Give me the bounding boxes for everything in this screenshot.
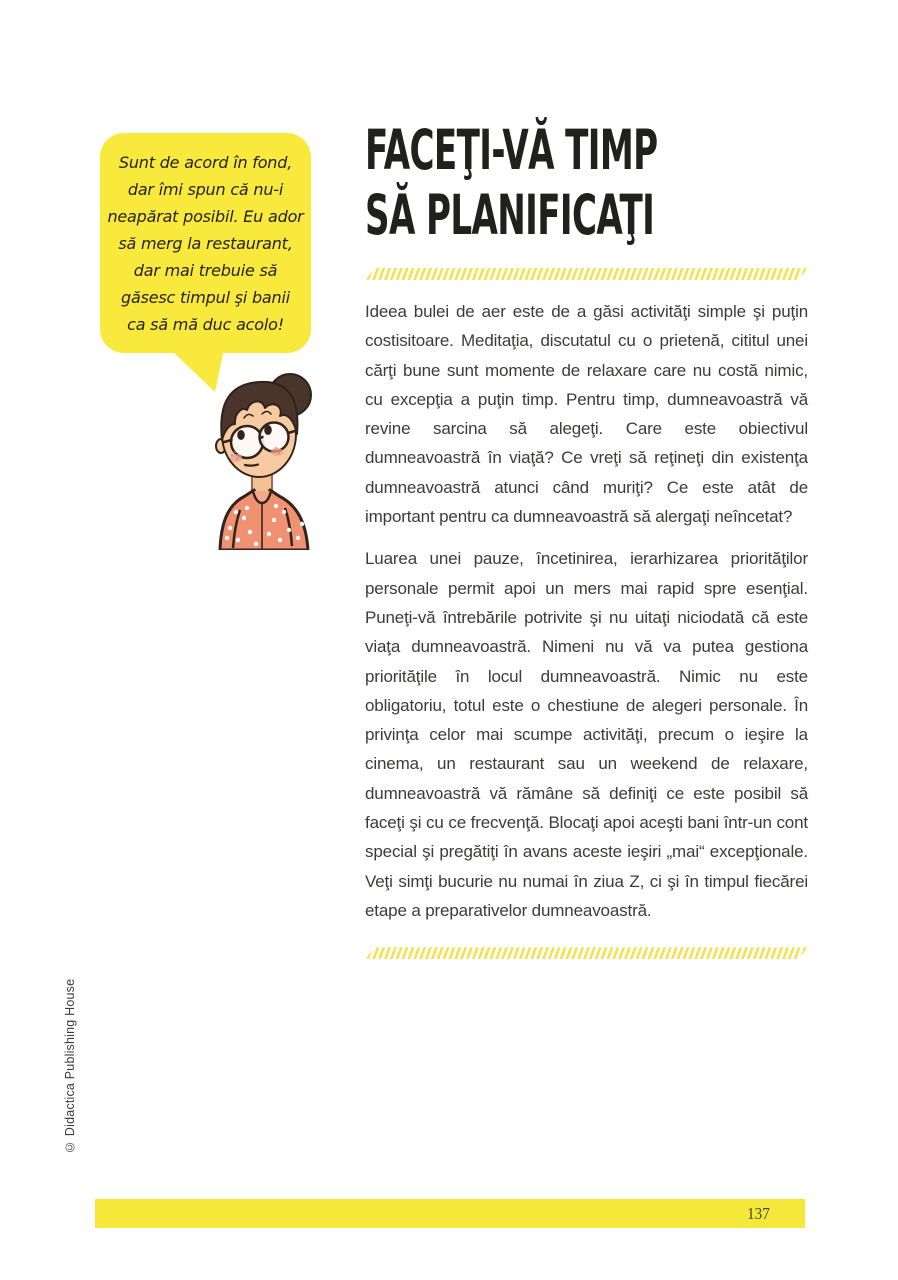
copyright-sidebar: © Didactica Publishing House: [63, 978, 77, 1154]
speech-bubble-tail: [168, 349, 228, 394]
main-column: [365, 118, 808, 959]
speech-bubble-line: ca să mă duc acolo!: [127, 314, 284, 334]
body-paragraph: Luarea unei pauze, încetinirea, ierarhizarea priorităţilor personale permit apoi un mers mai rapid spre esenţial. Puneţi-vă întrebările potrivite şi nu uitaţi niciodată că este viaţa dumneavoastră. Nimeni nu vă va putea gestiona priorităţile în locul dumneavoastră. Nimic nu este obligatoriu, totul este o chestiune de alegeri personale. În privinţa celor mai scumpe activităţi, precum o ieşire la cinema, un restaurant sau un weekend de relaxare, dumneavoastră vă rămâne să definiţi ce este posibil să faceţi şi cu ce frecvenţă. Blocaţi apoi aceşti bani într-un cont special şi pregătiţi în avans aceste ieşiri „mai“ excepţionale. Veţi simţi bucurie nu numai în ziua Z, ci şi în timpul fiecărei etape a preparativelor dumneavoastră.: [365, 549, 808, 920]
speech-bubble-line: dar mai trebuie să: [133, 260, 278, 280]
hatched-divider-top: [365, 268, 808, 280]
speech-bubble-line: dar îmi spun că nu-i: [127, 179, 284, 199]
speech-bubble-line: Sunt de acord în fond,: [118, 152, 293, 172]
woman-illustration: [214, 362, 320, 550]
page-title: [365, 118, 808, 248]
speech-bubble: [100, 133, 311, 353]
title-line-1: FACEŢI-VĂ TIMP: [365, 118, 658, 182]
footer-bar: [95, 1199, 805, 1228]
speech-bubble-line: neapărat posibil. Eu ador: [107, 206, 304, 226]
body-paragraph: Ideea bulei de aer este de a găsi activităţi simple şi puţin costisitoare. Meditaţia, discutatul cu o prietenă, cititul unei cărţi bune sunt momente de relaxare care nu costă nimic, cu excepţia a puţin timp. Pentru timp, dumneavoastră vă revine sarcina să alegeţi. Care este obiectivul dumneavoastră în viaţă? Ce vreţi să reţineţi din existenţa dumneavoastră atunci când muriţi? Ce este atât de important pentru ca dumneavoastră să alergaţi neîncetat?: [365, 302, 808, 527]
page-number: 137: [747, 1203, 771, 1223]
speech-bubble-line: să merg la restaurant,: [118, 233, 293, 253]
speech-bubble-line: găsesc timpul şi banii: [121, 287, 290, 307]
title-line-2: SĂ PLANIFICAŢI: [365, 183, 655, 247]
hatched-divider-bottom: [365, 947, 808, 959]
